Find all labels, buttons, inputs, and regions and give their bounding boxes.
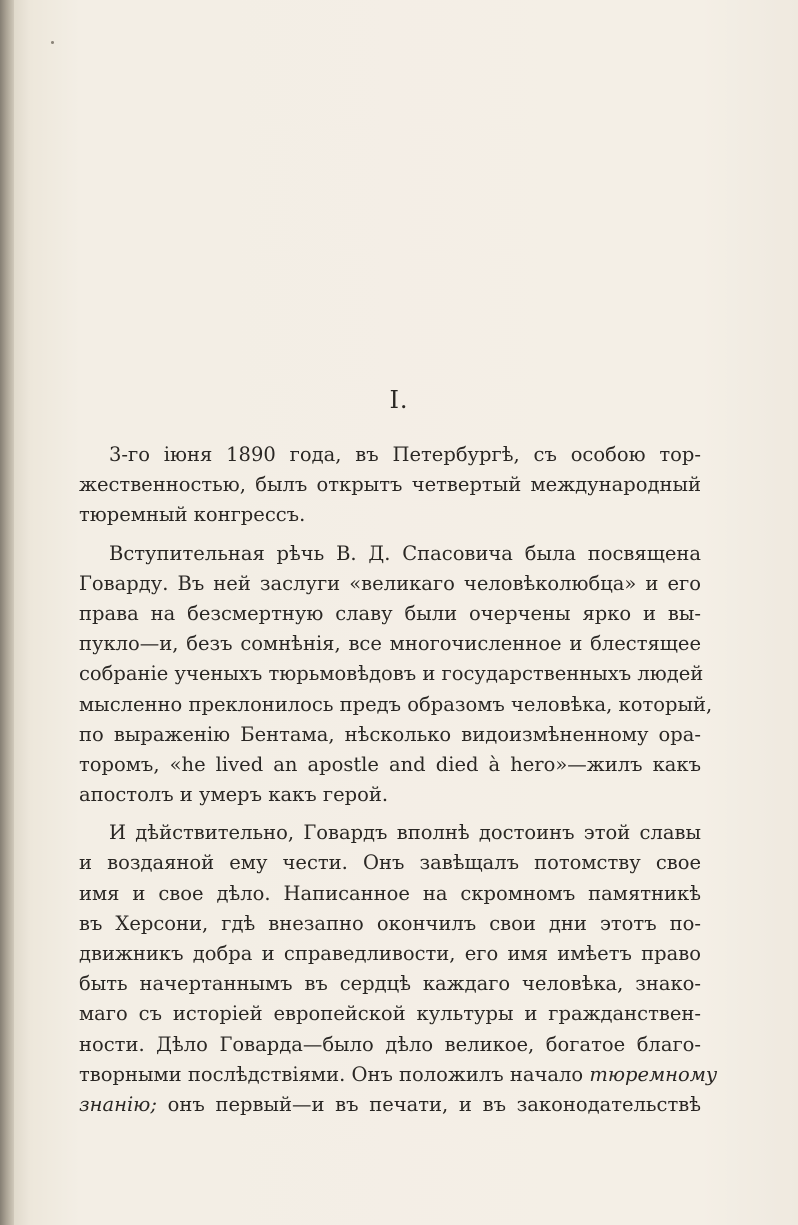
paper-speck xyxy=(51,41,54,44)
text-line: торомъ, «he lived an apostle and died à hero»—жилъ какъ xyxy=(79,752,701,776)
text-line: и воздаяной ему чести. Онъ завѣщалъ потомству свое xyxy=(79,851,701,875)
text-line: жественностью, былъ открытъ четвертый международный xyxy=(79,473,701,497)
text-line: права на безсмертную славу были очерчены ярко и вы- xyxy=(79,601,701,625)
text-line: быть начертаннымъ въ сердцѣ каждаго человѣка, знако- xyxy=(79,972,701,996)
paragraph-1 xyxy=(79,440,701,531)
paragraph-2 xyxy=(79,539,713,811)
text-line: тюремный конгрессъ. xyxy=(79,503,306,527)
text-line: Говарду. Въ ней заслуги «великаго человѣколюбца» и его xyxy=(79,571,701,595)
emphasized-word: знанію; xyxy=(79,1092,157,1116)
text-line: въ Херсони, гдѣ внезапно окончилъ свои дни этотъ по- xyxy=(79,911,701,935)
text-line: по выраженію Бентама, нѣсколько видоизмѣненному ора- xyxy=(79,722,701,746)
body-text xyxy=(79,440,718,1120)
book-binding-edge xyxy=(0,0,14,1225)
text-line: Вступительная рѣчь В. Д. Спасовича была посвящена xyxy=(109,541,701,565)
paragraph-3 xyxy=(79,818,718,1120)
text-line: маго съ исторіей европейской культуры и гражданствен- xyxy=(79,1002,701,1026)
text-line: знанію; онъ первый—и въ печати, и въ законодательствѣ xyxy=(79,1092,701,1116)
text-line: апостолъ и умеръ какъ герой. xyxy=(79,783,389,807)
text-line: имя и свое дѣло. Написанное на скромномъ памятникѣ xyxy=(79,881,701,905)
section-numeral: I. xyxy=(389,386,409,414)
text-line: творными послѣдствіями. Онъ положилъ начало тюремному xyxy=(79,1062,718,1086)
text-line: собраніе ученыхъ тюрьмовѣдовъ и государственныхъ людей xyxy=(79,662,704,686)
text-line: пукло—и, безъ сомнѣнія, все многочисленное и блестящее xyxy=(79,632,701,656)
text-line: движникъ добра и справедливости, его имя имѣетъ право xyxy=(79,942,701,965)
text-line: ности. Дѣло Говарда—было дѣло великое, богатое благо- xyxy=(79,1032,701,1056)
text-line: мысленно преклонилось предъ образомъ человѣка, который, xyxy=(79,692,713,716)
emphasized-word: тюремному xyxy=(589,1062,718,1086)
text-line: 3-го іюня 1890 года, въ Петербургѣ, съ особою тор- xyxy=(109,443,701,466)
text-line: И дѣйствительно, Говардъ вполнѣ достоинъ этой славы xyxy=(109,821,701,845)
